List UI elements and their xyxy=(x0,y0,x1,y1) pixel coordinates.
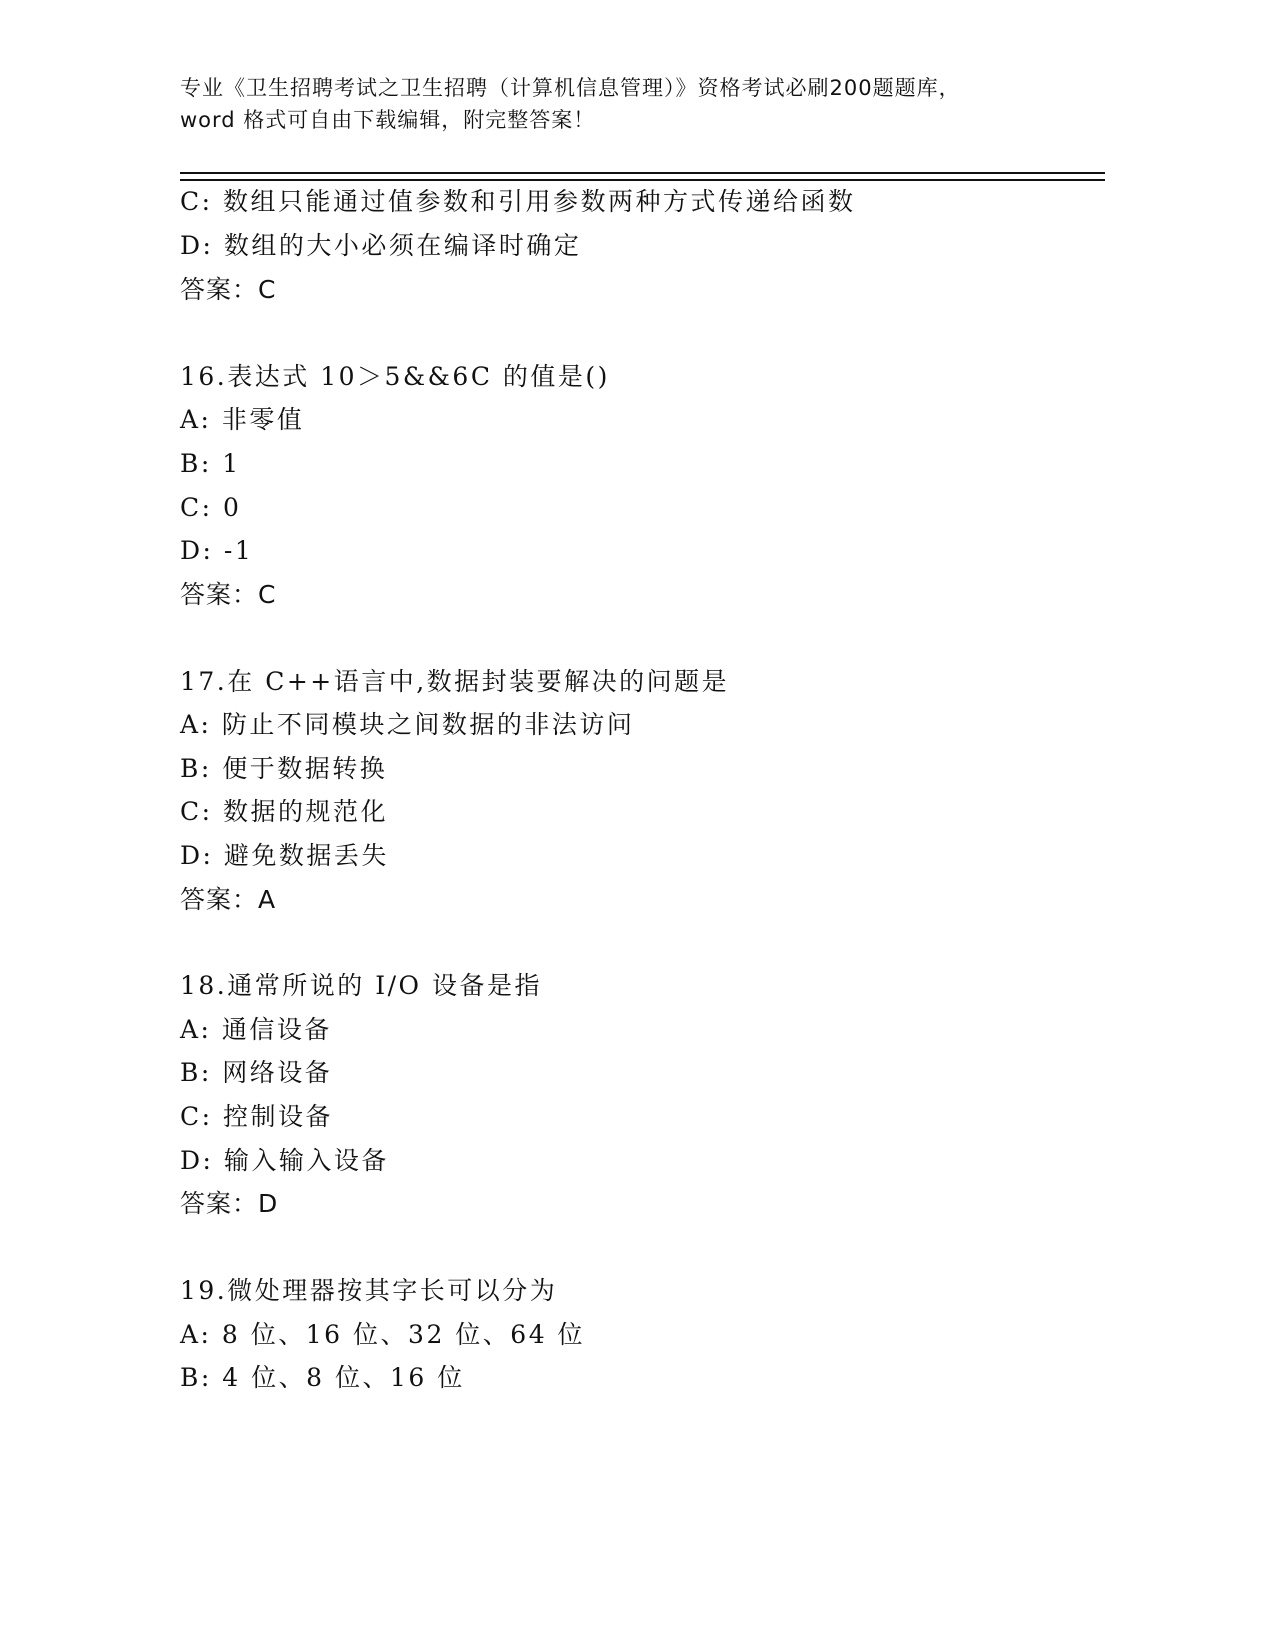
q18-option-b: B: 网络设备 xyxy=(180,1058,333,1087)
q16-option-c: C: 0 xyxy=(180,493,242,522)
header-divider-bottom xyxy=(180,179,1105,181)
q19-option-b: B: 4 位、8 位、16 位 xyxy=(180,1363,465,1392)
q16-option-d: D: -1 xyxy=(180,536,254,565)
q15-option-d: D: 数组的大小必须在编译时确定 xyxy=(180,231,582,260)
q17-option-b: B: 便于数据转换 xyxy=(180,754,388,783)
q16-stem: 16.表达式 10＞5&&6C 的值是() xyxy=(180,362,610,391)
q18-stem: 18.通常所说的 I/O 设备是指 xyxy=(180,971,542,1000)
q19-stem: 19.微处理器按其字长可以分为 xyxy=(180,1276,558,1305)
q17-stem: 17.在 C++语言中,数据封装要解决的问题是 xyxy=(180,667,730,696)
q16-option-b: B: 1 xyxy=(180,449,241,478)
document-header xyxy=(180,72,1080,136)
q15-option-c: C: 数组只能通过值参数和引用参数两种方式传递给函数 xyxy=(180,187,856,216)
header-divider-top xyxy=(180,172,1105,174)
header-title-line-1: 专业《卫生招聘考试之卫生招聘（计算机信息管理）》资格考试必刷200题题库， xyxy=(180,76,961,100)
q18-option-d: D: 输入输入设备 xyxy=(180,1146,389,1175)
q18-option-c: C: 控制设备 xyxy=(180,1102,333,1131)
q19-option-a: A: 8 位、16 位、32 位、64 位 xyxy=(180,1320,586,1349)
q15-answer: 答案：C xyxy=(180,275,277,304)
q18-option-a: A: 通信设备 xyxy=(180,1015,332,1044)
q17-answer: 答案：A xyxy=(180,885,277,914)
q17-option-a: A: 防止不同模块之间数据的非法访问 xyxy=(180,710,635,739)
q18-answer: 答案：D xyxy=(180,1189,279,1218)
q17-option-c: C: 数据的规范化 xyxy=(180,797,388,826)
q16-answer: 答案：C xyxy=(180,580,277,609)
q17-option-d: D: 避免数据丢失 xyxy=(180,841,389,870)
header-title-line-2: word 格式可自由下载编辑，附完整答案！ xyxy=(180,108,596,132)
q16-option-a: A: 非零值 xyxy=(180,405,305,434)
